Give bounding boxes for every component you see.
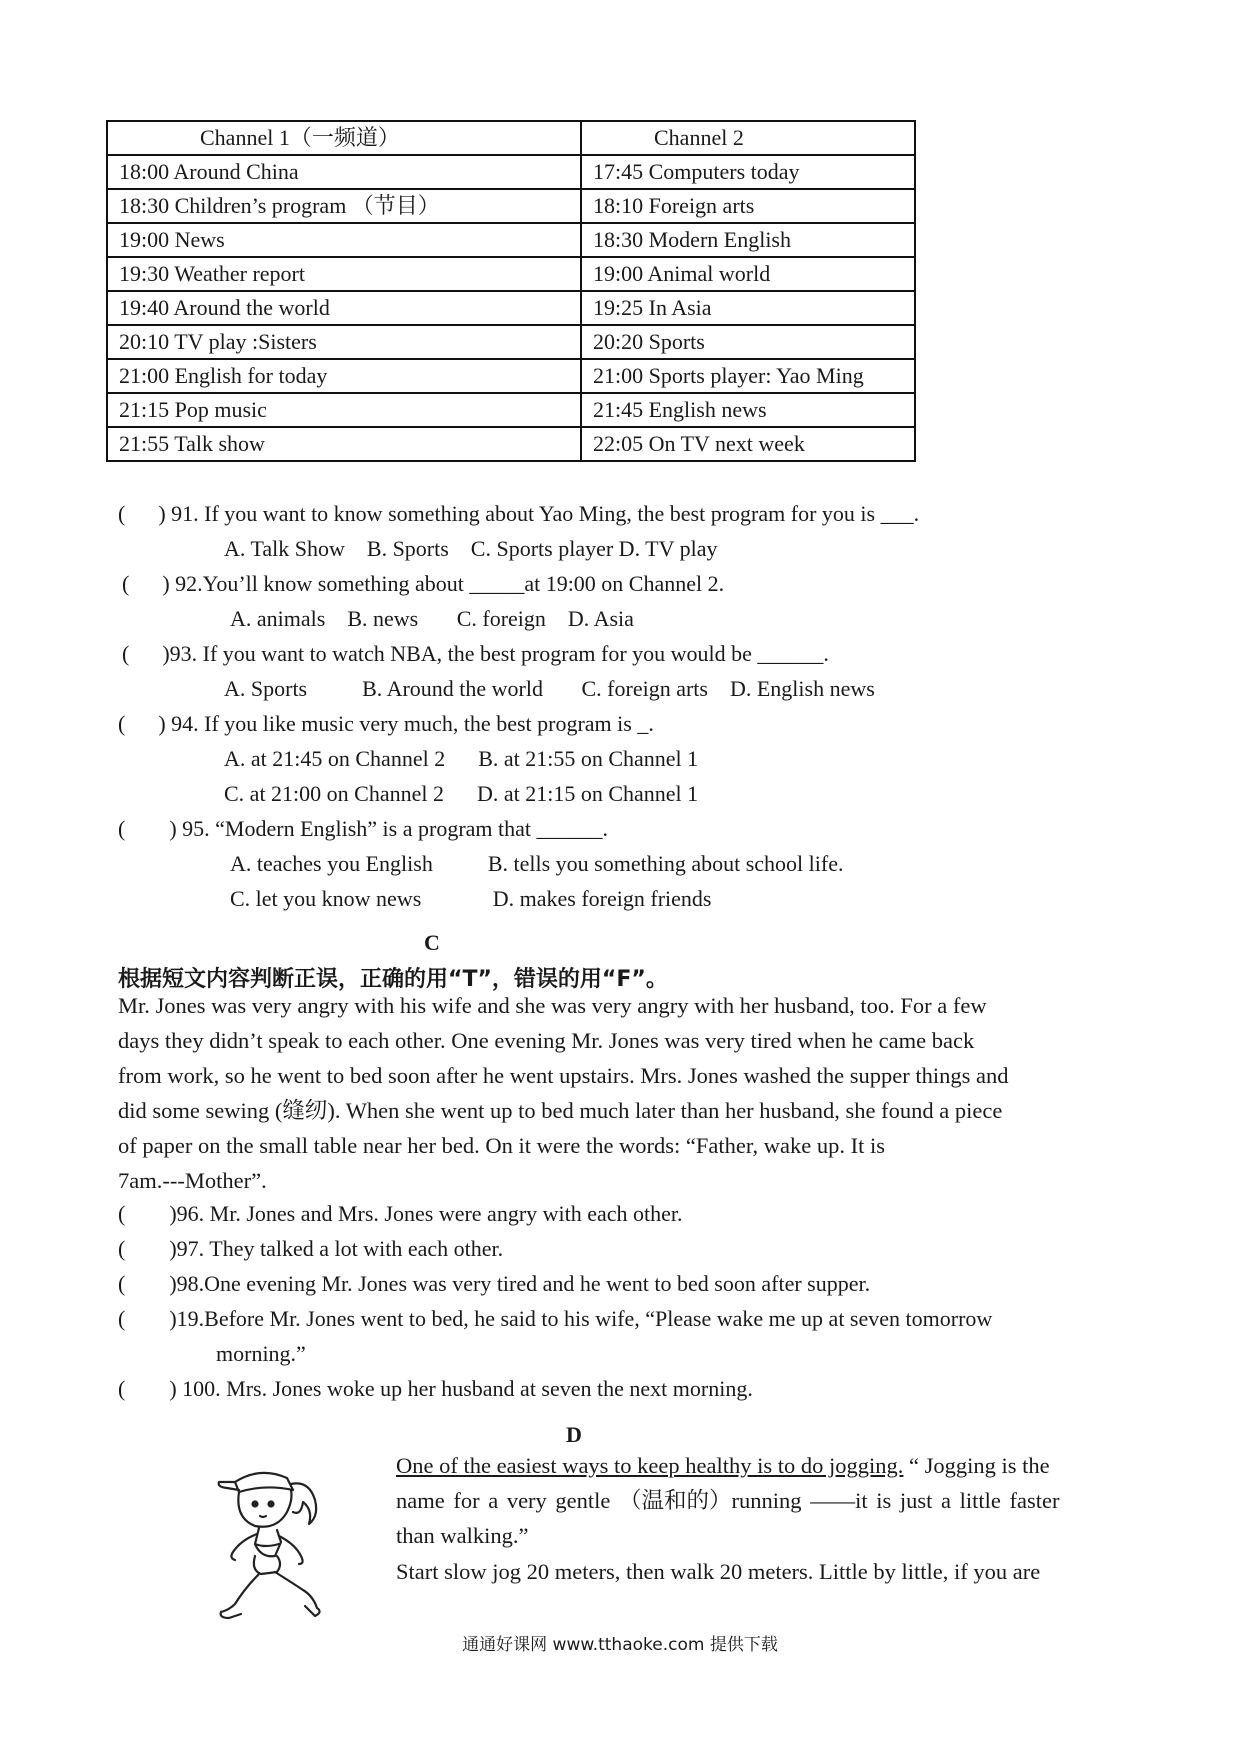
tf-question: ( )97. They talked a lot with each other.: [118, 1236, 504, 1261]
schedule-cell: 22:05 On TV next week: [581, 427, 915, 461]
tv-schedule-table: [106, 120, 916, 462]
question-stem: ( )93. If you want to watch NBA, the best program for you would be ______.: [122, 641, 829, 666]
question-options: A. teaches you English B. tells you something about school life.: [230, 851, 844, 876]
schedule-cell: 17:45 Computers today: [581, 155, 915, 189]
question-stem: ( ) 95. “Modern English” is a program that ______.: [118, 816, 609, 841]
section-d-line: Start slow jog 20 meters, then walk 20 meters. Little by little, if you are: [396, 1559, 1041, 1584]
question-options: A. at 21:45 on Channel 2 B. at 21:55 on Channel 1: [224, 746, 699, 771]
section-d-first-line: One of the easiest ways to keep healthy is to do jogging. “ Jogging is the: [396, 1453, 1050, 1478]
passage-line: from work, so he went to bed soon after he went upstairs. Mrs. Jones washed the supper things and: [118, 1063, 1009, 1088]
schedule-cell: 19:00 News: [107, 223, 581, 257]
schedule-row: [107, 393, 915, 427]
schedule-cell: 21:15 Pop music: [107, 393, 581, 427]
question-options: A. Talk Show B. Sports C. Sports player D. TV play: [224, 536, 718, 561]
schedule-cell: 18:10 Foreign arts: [581, 189, 915, 223]
schedule-row: [107, 257, 915, 291]
schedule-row: [107, 189, 915, 223]
schedule-cell: 19:25 In Asia: [581, 291, 915, 325]
passage-line: Mr. Jones was very angry with his wife and she was very angry with her husband, too. For a few: [118, 993, 987, 1018]
schedule-cell: 20:20 Sports: [581, 325, 915, 359]
schedule-header-row: [107, 121, 915, 155]
section-c-instruction: 根据短文内容判断正误，正确的用“T”，错误的用“F”。: [118, 967, 668, 992]
underlined-topic-sentence: One of the easiest ways to keep healthy is to do jogging.: [396, 1453, 904, 1478]
question-stem: ( ) 92.You’ll know something about _____at 19:00 on Channel 2.: [122, 571, 725, 596]
tf-question: ( ) 100. Mrs. Jones woke up her husband at seven the next morning.: [118, 1376, 753, 1401]
schedule-cell: 18:00 Around China: [107, 155, 581, 189]
tf-question: ( )98.One evening Mr. Jones was very tired and he went to bed soon after supper.: [118, 1271, 871, 1296]
question-continuation: morning.”: [216, 1341, 306, 1366]
schedule-cell: 20:10 TV play :Sisters: [107, 325, 581, 359]
section-d-line: name for a very gentle （温和的）running ——it is just a little faster: [396, 1488, 1060, 1513]
schedule-row: [107, 359, 915, 393]
question-stem: ( ) 91. If you want to know something about Yao Ming, the best program for you is ___.: [118, 501, 920, 526]
schedule-row: [107, 223, 915, 257]
schedule-row: [107, 155, 915, 189]
passage-line: did some sewing (缝纫). When she went up to bed much later than her husband, she found a piece: [118, 1098, 1003, 1123]
tf-question: ( )96. Mr. Jones and Mrs. Jones were angry with each other.: [118, 1201, 683, 1226]
section-c-letter: C: [424, 930, 440, 955]
schedule-cell: 21:55 Talk show: [107, 427, 581, 461]
schedule-cell: 19:30 Weather report: [107, 257, 581, 291]
schedule-header-cell: Channel 1（一频道）: [107, 121, 581, 155]
section-d-line: than walking.”: [396, 1523, 529, 1548]
schedule-row: [107, 427, 915, 461]
question-options: C. at 21:00 on Channel 2 D. at 21:15 on Channel 1: [224, 781, 699, 806]
question-options: C. let you know news D. makes foreign friends: [230, 886, 712, 911]
footer-credit: 通通好课网 www.tthaoke.com 提供下载: [462, 1635, 778, 1655]
passage-line: of paper on the small table near her bed. On it were the words: “Father, wake up. It is: [118, 1133, 885, 1158]
passage-line: days they didn’t speak to each other. One evening Mr. Jones was very tired when he came back: [118, 1028, 975, 1053]
schedule-cell: 18:30 Modern English: [581, 223, 915, 257]
passage-line: 7am.---Mother”.: [118, 1168, 267, 1193]
tf-question: ( )19.Before Mr. Jones went to bed, he said to his wife, “Please wake me up at seven tomorrow: [118, 1306, 993, 1331]
schedule-cell: 18:30 Children’s program （节目）: [107, 189, 581, 223]
question-stem: ( ) 94. If you like music very much, the best program is _.: [118, 711, 654, 736]
schedule-header-cell: Channel 2: [581, 121, 915, 155]
schedule-cell: 21:00 Sports player: Yao Ming: [581, 359, 915, 393]
question-options: A. Sports B. Around the world C. foreign arts D. English news: [224, 676, 875, 701]
schedule-row: [107, 325, 915, 359]
schedule-cell: 21:45 English news: [581, 393, 915, 427]
schedule-cell: 19:00 Animal world: [581, 257, 915, 291]
section-d-letter: D: [566, 1422, 582, 1447]
jogging-girl-cartoon-icon: [205, 1460, 335, 1630]
schedule-cell: 21:00 English for today: [107, 359, 581, 393]
schedule-row: [107, 291, 915, 325]
schedule-cell: 19:40 Around the world: [107, 291, 581, 325]
question-options: A. animals B. news C. foreign D. Asia: [230, 606, 634, 631]
